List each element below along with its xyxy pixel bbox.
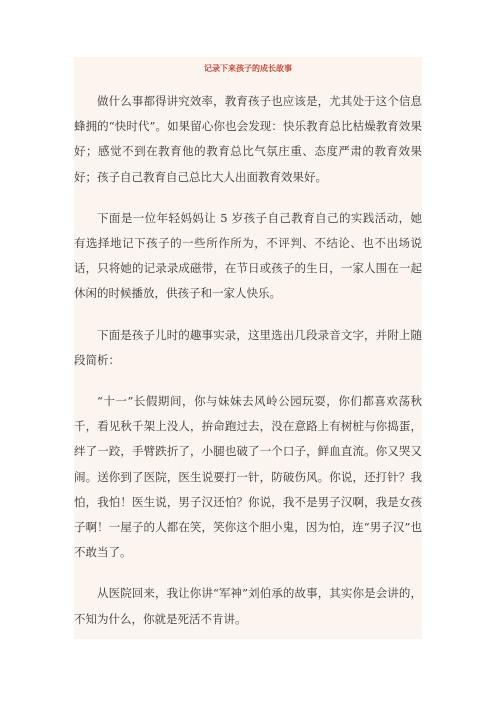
paragraph-1: 做什么事都得讲究效率，教育孩子也应该是，尤其处于这个信息蜂拥的“快时代”。如果留心你也会发现：快乐教育总比枯燥教育效果好；感觉不到在教育他的教育总比气氛庄重、态度严肃的教育效果好；孩子自己教育自己总比大人出面教育效果好。 xyxy=(74,94,422,184)
document-title: 记录下来孩子的成长故事 xyxy=(204,64,292,73)
document-page xyxy=(74,57,422,639)
paragraph-5: 从医院回来，我让你讲“军神”刘伯承的故事，其实你是会讲的，不知为什么，你就是死活不肯讲。 xyxy=(74,586,422,626)
paragraph-2: 下面是一位年轻妈妈让 5 岁孩子自己教育自己的实践活动，她有选择地记下孩子的一些所作所为，不评判、不结论、也不出场说话，只将她的记录录成磁带，在节日或孩子的生日，一家人围在一起休闲的时候播放，供孩子和一家人快乐。 xyxy=(74,210,422,301)
paragraph-4: “十一”长假期间，你与妹妹去风岭公园玩耍，你们都喜欢荡秋千，看见秋千架上没人，拚命跑过去，没在意路上有树桩与你捣蛋，绊了一跤，手臂跌折了，小腿也破了一个口子，鲜血直流。你又哭又闹。送你到了医院，医生说要打一针，防破伤风。你说，还打针？我怕，我怕！医生说，男子汉还怕？你说，我不是男子汉啊，我是女孩子啊！一屋子的人都在笑，笑你这个胆小鬼，因为怕，连“男子汉”也不敢当了。 xyxy=(74,394,422,560)
document-body xyxy=(74,89,422,648)
paragraph-3: 下面是孩子儿时的趣事实录，这里选出几段录音文字，并附上随段简析： xyxy=(74,327,422,367)
